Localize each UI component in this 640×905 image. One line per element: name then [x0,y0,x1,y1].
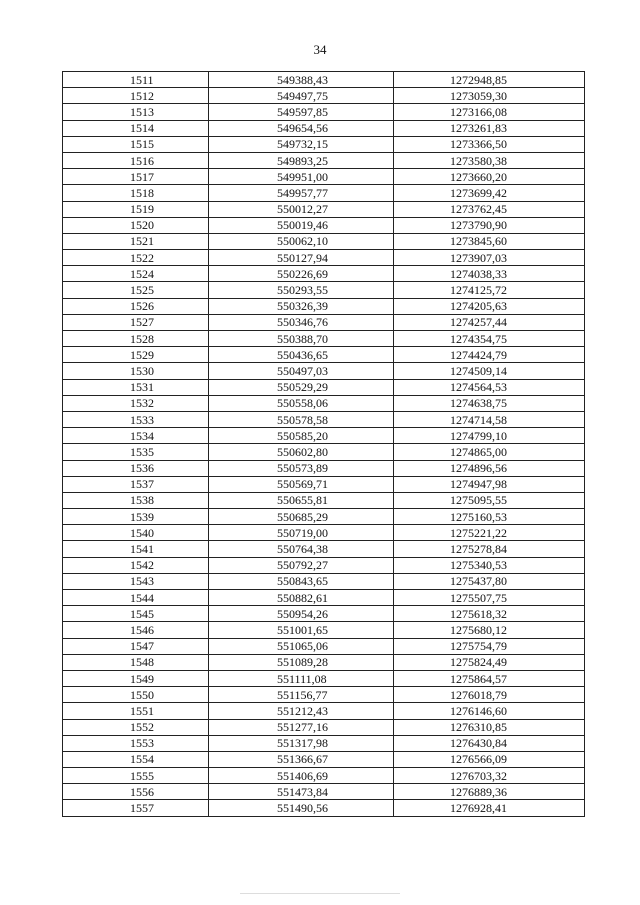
point-number-cell: 1513 [63,104,209,120]
point-number-cell: 1557 [63,800,209,816]
x-coordinate-cell: 550573,89 [209,460,394,476]
table-row [63,670,585,686]
x-coordinate-cell: 550226,69 [209,266,394,282]
table-row [63,573,585,589]
table-row [63,557,585,573]
table-row [63,687,585,703]
point-number-cell: 1520 [63,217,209,233]
point-number-cell: 1512 [63,88,209,104]
point-number-cell: 1545 [63,606,209,622]
x-coordinate-cell: 550529,29 [209,379,394,395]
y-coordinate-cell: 1276703,32 [394,768,585,784]
table-row [63,476,585,492]
y-coordinate-cell: 1273166,08 [394,104,585,120]
x-coordinate-cell: 550558,06 [209,395,394,411]
point-number-cell: 1542 [63,557,209,573]
point-number-cell: 1531 [63,379,209,395]
table-row [63,282,585,298]
x-coordinate-cell: 550388,70 [209,331,394,347]
table-row [63,314,585,330]
point-number-cell: 1551 [63,703,209,719]
x-coordinate-cell: 549951,00 [209,169,394,185]
coordinates-table [62,71,585,817]
x-coordinate-cell: 551366,67 [209,751,394,767]
y-coordinate-cell: 1275680,12 [394,622,585,638]
x-coordinate-cell: 551277,16 [209,719,394,735]
point-number-cell: 1515 [63,136,209,152]
x-coordinate-cell: 550127,94 [209,250,394,266]
table-row [63,72,585,88]
y-coordinate-cell: 1276018,79 [394,687,585,703]
table-row [63,379,585,395]
x-coordinate-cell: 551065,06 [209,638,394,654]
table-row [63,492,585,508]
table-row [63,800,585,816]
x-coordinate-cell: 551317,98 [209,735,394,751]
x-coordinate-cell: 550602,80 [209,444,394,460]
point-number-cell: 1539 [63,509,209,525]
table-row [63,298,585,314]
point-number-cell: 1537 [63,476,209,492]
y-coordinate-cell: 1274564,53 [394,379,585,395]
point-number-cell: 1549 [63,670,209,686]
y-coordinate-cell: 1273366,50 [394,136,585,152]
scan-edge-line [240,893,400,894]
table-row [63,233,585,249]
table-row [63,136,585,152]
x-coordinate-cell: 550954,26 [209,606,394,622]
x-coordinate-cell: 551490,56 [209,800,394,816]
y-coordinate-cell: 1274865,00 [394,444,585,460]
table-row [63,525,585,541]
x-coordinate-cell: 551001,65 [209,622,394,638]
point-number-cell: 1556 [63,784,209,800]
point-number-cell: 1519 [63,201,209,217]
table-row [63,622,585,638]
point-number-cell: 1540 [63,525,209,541]
table-row [63,331,585,347]
table-row [63,266,585,282]
table-row [63,120,585,136]
y-coordinate-cell: 1275824,49 [394,654,585,670]
table-row [63,703,585,719]
table-row [63,509,585,525]
table-row [63,185,585,201]
point-number-cell: 1541 [63,541,209,557]
x-coordinate-cell: 550497,03 [209,363,394,379]
y-coordinate-cell: 1276430,84 [394,735,585,751]
point-number-cell: 1516 [63,152,209,168]
point-number-cell: 1536 [63,460,209,476]
x-coordinate-cell: 550569,71 [209,476,394,492]
table-row [63,395,585,411]
y-coordinate-cell: 1275340,53 [394,557,585,573]
x-coordinate-cell: 549654,56 [209,120,394,136]
y-coordinate-cell: 1273907,03 [394,250,585,266]
table-row [63,152,585,168]
y-coordinate-cell: 1276146,60 [394,703,585,719]
point-number-cell: 1518 [63,185,209,201]
point-number-cell: 1555 [63,768,209,784]
coordinates-table-body [63,72,585,817]
x-coordinate-cell: 550326,39 [209,298,394,314]
y-coordinate-cell: 1273660,20 [394,169,585,185]
point-number-cell: 1552 [63,719,209,735]
y-coordinate-cell: 1273261,83 [394,120,585,136]
y-coordinate-cell: 1274038,33 [394,266,585,282]
table-row [63,444,585,460]
table-row [63,169,585,185]
point-number-cell: 1546 [63,622,209,638]
y-coordinate-cell: 1274896,56 [394,460,585,476]
x-coordinate-cell: 549957,77 [209,185,394,201]
x-coordinate-cell: 549893,25 [209,152,394,168]
point-number-cell: 1550 [63,687,209,703]
x-coordinate-cell: 550019,46 [209,217,394,233]
point-number-cell: 1511 [63,72,209,88]
y-coordinate-cell: 1274125,72 [394,282,585,298]
y-coordinate-cell: 1274424,79 [394,347,585,363]
y-coordinate-cell: 1275754,79 [394,638,585,654]
y-coordinate-cell: 1275221,22 [394,525,585,541]
point-number-cell: 1529 [63,347,209,363]
y-coordinate-cell: 1273790,90 [394,217,585,233]
x-coordinate-cell: 550012,27 [209,201,394,217]
y-coordinate-cell: 1276889,36 [394,784,585,800]
point-number-cell: 1544 [63,590,209,606]
y-coordinate-cell: 1274638,75 [394,395,585,411]
y-coordinate-cell: 1273059,30 [394,88,585,104]
x-coordinate-cell: 551111,08 [209,670,394,686]
table-row [63,411,585,427]
table-row [63,751,585,767]
table-row [63,784,585,800]
y-coordinate-cell: 1274947,98 [394,476,585,492]
y-coordinate-cell: 1274714,58 [394,411,585,427]
y-coordinate-cell: 1272948,85 [394,72,585,88]
coordinates-table-container [62,71,584,817]
y-coordinate-cell: 1275437,80 [394,573,585,589]
table-row [63,590,585,606]
page-number: 34 [313,42,327,57]
y-coordinate-cell: 1274799,10 [394,428,585,444]
y-coordinate-cell: 1274257,44 [394,314,585,330]
x-coordinate-cell: 551473,84 [209,784,394,800]
x-coordinate-cell: 551212,43 [209,703,394,719]
point-number-cell: 1521 [63,233,209,249]
y-coordinate-cell: 1275278,84 [394,541,585,557]
x-coordinate-cell: 550578,58 [209,411,394,427]
table-row [63,428,585,444]
table-row [63,735,585,751]
point-number-cell: 1538 [63,492,209,508]
y-coordinate-cell: 1274205,63 [394,298,585,314]
table-row [63,606,585,622]
point-number-cell: 1517 [63,169,209,185]
point-number-cell: 1548 [63,654,209,670]
point-number-cell: 1554 [63,751,209,767]
y-coordinate-cell: 1275160,53 [394,509,585,525]
x-coordinate-cell: 550655,81 [209,492,394,508]
y-coordinate-cell: 1275507,75 [394,590,585,606]
y-coordinate-cell: 1276566,09 [394,751,585,767]
table-row [63,719,585,735]
point-number-cell: 1553 [63,735,209,751]
table-row [63,654,585,670]
table-row [63,768,585,784]
x-coordinate-cell: 550436,65 [209,347,394,363]
table-row [63,104,585,120]
y-coordinate-cell: 1273580,38 [394,152,585,168]
x-coordinate-cell: 549497,75 [209,88,394,104]
table-row [63,88,585,104]
x-coordinate-cell: 550719,00 [209,525,394,541]
x-coordinate-cell: 551089,28 [209,654,394,670]
x-coordinate-cell: 550843,65 [209,573,394,589]
point-number-cell: 1530 [63,363,209,379]
point-number-cell: 1547 [63,638,209,654]
x-coordinate-cell: 550585,20 [209,428,394,444]
y-coordinate-cell: 1273762,45 [394,201,585,217]
y-coordinate-cell: 1275618,32 [394,606,585,622]
point-number-cell: 1543 [63,573,209,589]
table-row [63,347,585,363]
x-coordinate-cell: 550062,10 [209,233,394,249]
x-coordinate-cell: 551156,77 [209,687,394,703]
x-coordinate-cell: 551406,69 [209,768,394,784]
table-row [63,363,585,379]
table-row [63,201,585,217]
point-number-cell: 1524 [63,266,209,282]
x-coordinate-cell: 549597,85 [209,104,394,120]
table-row [63,250,585,266]
point-number-cell: 1535 [63,444,209,460]
point-number-cell: 1532 [63,395,209,411]
y-coordinate-cell: 1276928,41 [394,800,585,816]
y-coordinate-cell: 1275864,57 [394,670,585,686]
table-row [63,638,585,654]
x-coordinate-cell: 549732,15 [209,136,394,152]
point-number-cell: 1534 [63,428,209,444]
y-coordinate-cell: 1274354,75 [394,331,585,347]
y-coordinate-cell: 1274509,14 [394,363,585,379]
x-coordinate-cell: 550346,76 [209,314,394,330]
x-coordinate-cell: 550685,29 [209,509,394,525]
y-coordinate-cell: 1275095,55 [394,492,585,508]
point-number-cell: 1514 [63,120,209,136]
x-coordinate-cell: 550293,55 [209,282,394,298]
y-coordinate-cell: 1276310,85 [394,719,585,735]
x-coordinate-cell: 550792,27 [209,557,394,573]
x-coordinate-cell: 550882,61 [209,590,394,606]
x-coordinate-cell: 549388,43 [209,72,394,88]
point-number-cell: 1533 [63,411,209,427]
table-row [63,541,585,557]
point-number-cell: 1527 [63,314,209,330]
table-row [63,217,585,233]
point-number-cell: 1526 [63,298,209,314]
point-number-cell: 1522 [63,250,209,266]
y-coordinate-cell: 1273845,60 [394,233,585,249]
table-row [63,460,585,476]
y-coordinate-cell: 1273699,42 [394,185,585,201]
x-coordinate-cell: 550764,38 [209,541,394,557]
point-number-cell: 1525 [63,282,209,298]
point-number-cell: 1528 [63,331,209,347]
